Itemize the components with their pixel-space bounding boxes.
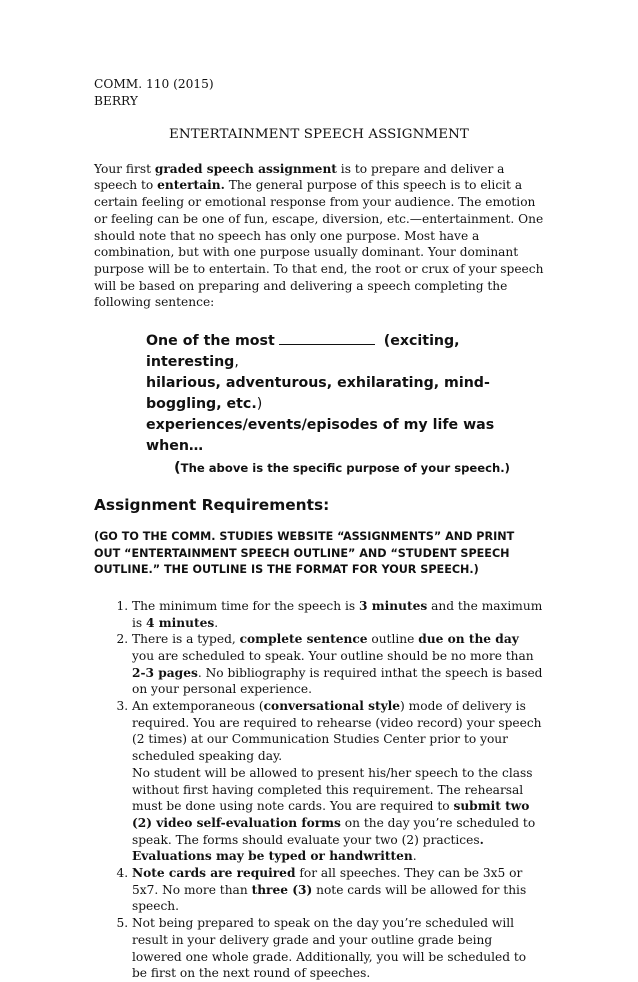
purpose-lead: One of the most xyxy=(146,333,275,350)
item-bold: submit two (2) video self-evaluation forms xyxy=(132,799,530,830)
purpose-period: . xyxy=(251,396,257,413)
requirements-list xyxy=(94,598,544,982)
item-bold: conversational style xyxy=(263,699,401,714)
item-text: you are scheduled to speak. Your outline should be no more than xyxy=(132,648,534,663)
intro-bold-entertain: entertain. xyxy=(157,178,225,193)
intro-bold-graded: graded speech assignment xyxy=(154,161,337,176)
list-item xyxy=(132,865,544,915)
purpose-line-3: experiences/events/episodes of my life was when… xyxy=(146,417,495,455)
item-text: on the day you’re scheduled to speak. The forms should evaluate your two (2) practices xyxy=(132,815,536,847)
item-text: ) mode of delivery is required. You are required to rehearse (video record) your speech (2 times) at our Communication Studies Center prior to your scheduled speaking day. xyxy=(132,699,542,764)
intro-paragraph xyxy=(94,161,544,311)
purpose-note xyxy=(174,457,546,479)
fill-in-blank xyxy=(279,332,375,345)
item-text: There is a typed, xyxy=(132,632,240,647)
list-item xyxy=(132,631,544,698)
document-title: ENTERTAINMENT SPEECH ASSIGNMENT xyxy=(169,127,469,142)
item-text: outline xyxy=(367,632,419,647)
item-text: for all speeches. They can be 3x5 or 5x7. No more than xyxy=(132,866,523,897)
item-text: . xyxy=(412,849,417,864)
purpose-line-1 xyxy=(146,331,546,373)
document-page xyxy=(94,72,544,982)
course-header xyxy=(94,76,544,109)
item-text: An extemporaneous ( xyxy=(132,699,264,714)
purpose-close-paren: ) xyxy=(256,396,263,413)
item-bold: due on the day xyxy=(418,632,519,647)
item-text: No student will be allowed to present his/her speech to the class without first having completed this requirement. The rehearsal must be done using note cards. You are required to xyxy=(132,765,533,814)
item-bold: Note cards are required xyxy=(132,866,296,881)
item-text: . No bibliography is required inthat the speech is based on your personal experience. xyxy=(132,665,543,697)
item-bold: three (3) xyxy=(251,882,313,897)
requirements-heading: Assignment Requirements: xyxy=(94,496,330,515)
purpose-options-rest: hilarious, adventurous, exhilarating, mind-boggling, etc xyxy=(146,375,490,413)
list-item xyxy=(132,698,544,865)
item-bold: 2-3 pages xyxy=(132,665,198,680)
intro-text: Your first xyxy=(94,161,155,176)
purpose-line-2 xyxy=(146,373,546,415)
item-bold: 4 minutes xyxy=(146,615,215,630)
intro-text: The general purpose of this speech is to elicit a certain feeling or emotional response from your audience. The emotion or feeling can be one of fun, escape, diversion, etc.—entertainment. One should note that no speech has only one purpose. Most have a combination, but with one purpose usually dominant. Your dominant purpose will be to entertain. To that end, the root or crux of your speech will be based on preparing and delivering a speech completing the following sentence: xyxy=(94,178,544,310)
item-bold: . Evaluations may be typed or handwritten xyxy=(132,832,484,864)
item-text: The minimum time for the speech is xyxy=(132,598,359,613)
purpose-comma: , xyxy=(234,354,239,371)
item-text: and the maximum is xyxy=(132,598,543,630)
item-bold: complete sentence xyxy=(239,632,368,647)
purpose-note-text: The above is the specific purpose of your speech.) xyxy=(180,461,510,476)
item-text: Not being prepared to speak on the day you’re scheduled will result in your delivery grade and your outline grade being lowered one whole grade. Additionally, you will be scheduled to be first on the next round of speeches. xyxy=(132,916,527,981)
website-instructions: (GO TO THE COMM. STUDIES WEBSITE “ASSIGNMENTS” AND PRINT OUT “ENTERTAINMENT SPEECH OUTLINE” AND “STUDENT SPEECH OUTLINE.” THE OUTLINE IS THE FORMAT FOR YOUR SPEECH.) xyxy=(94,530,515,577)
purpose-options: (exciting, interesting xyxy=(146,333,460,371)
purpose-sentence xyxy=(146,331,546,479)
purpose-note-paren: ( xyxy=(174,459,181,477)
intro-text: is to prepare and deliver a speech to xyxy=(94,161,505,193)
item-text: . xyxy=(214,615,219,630)
list-item xyxy=(132,598,544,631)
course-code: COMM. 110 (2015) xyxy=(94,77,214,91)
instructor-name: BERRY xyxy=(94,93,138,108)
item-bold: 3 minutes xyxy=(358,598,428,613)
list-item xyxy=(132,915,544,982)
item-text: note cards will be allowed for this speech. xyxy=(132,882,527,914)
